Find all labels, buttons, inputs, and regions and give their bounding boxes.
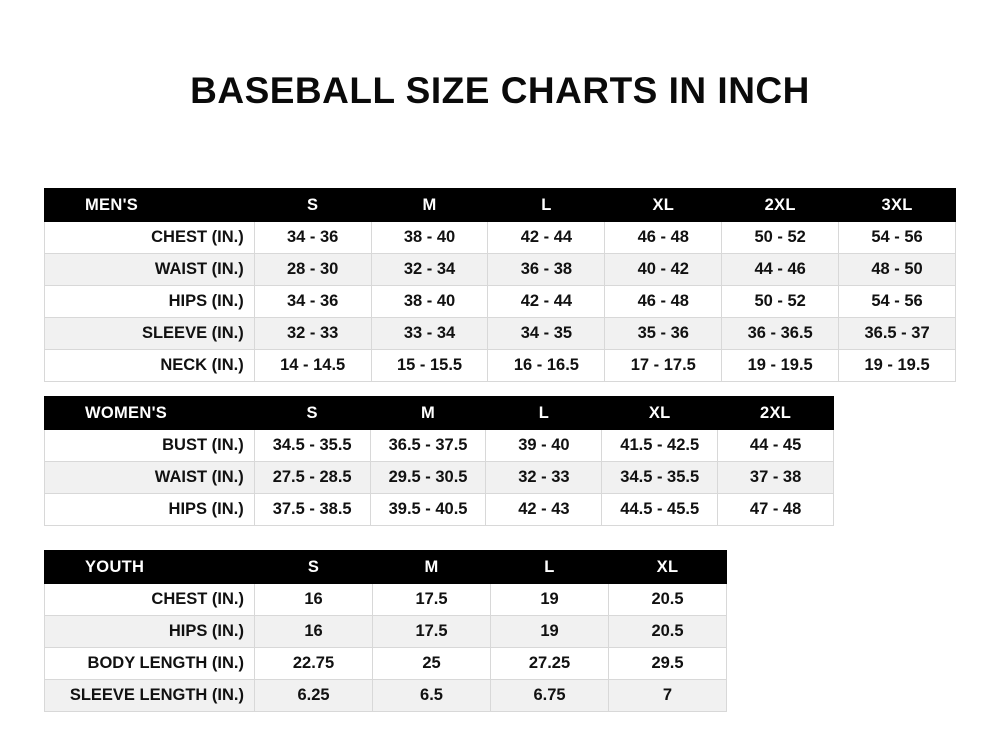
table-header-row — [45, 551, 727, 584]
cell-value: 54 - 56 — [839, 286, 956, 318]
table-header-row — [45, 189, 956, 222]
mens-size-table — [44, 188, 956, 382]
table-row — [45, 430, 834, 462]
cell-value: 20.5 — [609, 584, 727, 616]
cell-value: 37 - 38 — [718, 462, 834, 494]
table-row — [45, 680, 727, 712]
row-label: CHEST (IN.) — [45, 584, 255, 616]
cell-value: 16 - 16.5 — [488, 350, 605, 382]
mens-header-xl: XL — [605, 189, 722, 222]
table-row — [45, 350, 956, 382]
mens-header-2xl: 2XL — [722, 189, 839, 222]
youth-header-category: YOUTH — [45, 551, 255, 584]
table-row — [45, 494, 834, 526]
cell-value: 25 — [373, 648, 491, 680]
mens-table-header — [45, 189, 956, 222]
youth-table-body — [45, 584, 727, 712]
cell-value: 39.5 - 40.5 — [370, 494, 486, 526]
row-label: HIPS (IN.) — [45, 616, 255, 648]
cell-value: 36 - 36.5 — [722, 318, 839, 350]
row-label: HIPS (IN.) — [45, 286, 255, 318]
cell-value: 35 - 36 — [605, 318, 722, 350]
row-label: HIPS (IN.) — [45, 494, 255, 526]
row-label: NECK (IN.) — [45, 350, 255, 382]
youth-table-header — [45, 551, 727, 584]
cell-value: 19 - 19.5 — [722, 350, 839, 382]
cell-value: 50 - 52 — [722, 286, 839, 318]
table-row — [45, 222, 956, 254]
mens-header-category: MEN'S — [45, 189, 255, 222]
cell-value: 34.5 - 35.5 — [602, 462, 718, 494]
cell-value: 33 - 34 — [371, 318, 488, 350]
mens-header-m: M — [371, 189, 488, 222]
table-row — [45, 318, 956, 350]
cell-value: 41.5 - 42.5 — [602, 430, 718, 462]
table-row — [45, 584, 727, 616]
cell-value: 36 - 38 — [488, 254, 605, 286]
womens-header-xl: XL — [602, 397, 718, 430]
cell-value: 15 - 15.5 — [371, 350, 488, 382]
row-label: WAIST (IN.) — [45, 254, 255, 286]
cell-value: 32 - 33 — [254, 318, 371, 350]
cell-value: 34 - 35 — [488, 318, 605, 350]
cell-value: 32 - 34 — [371, 254, 488, 286]
cell-value: 7 — [609, 680, 727, 712]
cell-value: 6.75 — [491, 680, 609, 712]
cell-value: 34 - 36 — [254, 222, 371, 254]
cell-value: 16 — [255, 584, 373, 616]
cell-value: 29.5 — [609, 648, 727, 680]
table-row — [45, 462, 834, 494]
womens-header-category: WOMEN'S — [45, 397, 255, 430]
womens-table-body — [45, 430, 834, 526]
cell-value: 42 - 44 — [488, 286, 605, 318]
table-header-row — [45, 397, 834, 430]
cell-value: 36.5 - 37.5 — [370, 430, 486, 462]
cell-value: 20.5 — [609, 616, 727, 648]
womens-size-table-wrapper — [44, 396, 834, 526]
table-row — [45, 616, 727, 648]
cell-value: 44.5 - 45.5 — [602, 494, 718, 526]
row-label: BUST (IN.) — [45, 430, 255, 462]
cell-value: 50 - 52 — [722, 222, 839, 254]
page-title: BASEBALL SIZE CHARTS IN INCH — [190, 70, 810, 111]
mens-table-body — [45, 222, 956, 382]
cell-value: 42 - 44 — [488, 222, 605, 254]
cell-value: 44 - 45 — [718, 430, 834, 462]
cell-value: 38 - 40 — [371, 286, 488, 318]
cell-value: 42 - 43 — [486, 494, 602, 526]
cell-value: 6.5 — [373, 680, 491, 712]
cell-value: 22.75 — [255, 648, 373, 680]
row-label: BODY LENGTH (IN.) — [45, 648, 255, 680]
womens-header-2xl: 2XL — [718, 397, 834, 430]
table-row — [45, 254, 956, 286]
youth-size-table-wrapper — [44, 550, 727, 712]
cell-value: 37.5 - 38.5 — [254, 494, 370, 526]
cell-value: 39 - 40 — [486, 430, 602, 462]
womens-header-l: L — [486, 397, 602, 430]
mens-header-3xl: 3XL — [839, 189, 956, 222]
mens-header-s: S — [254, 189, 371, 222]
row-label: SLEEVE LENGTH (IN.) — [45, 680, 255, 712]
row-label: WAIST (IN.) — [45, 462, 255, 494]
cell-value: 44 - 46 — [722, 254, 839, 286]
cell-value: 17.5 — [373, 616, 491, 648]
womens-table-header — [45, 397, 834, 430]
youth-header-s: S — [255, 551, 373, 584]
cell-value: 19 — [491, 584, 609, 616]
cell-value: 19 - 19.5 — [839, 350, 956, 382]
cell-value: 17 - 17.5 — [605, 350, 722, 382]
table-row — [45, 286, 956, 318]
cell-value: 14 - 14.5 — [254, 350, 371, 382]
cell-value: 36.5 - 37 — [839, 318, 956, 350]
youth-header-m: M — [373, 551, 491, 584]
cell-value: 48 - 50 — [839, 254, 956, 286]
cell-value: 29.5 - 30.5 — [370, 462, 486, 494]
table-row — [45, 648, 727, 680]
cell-value: 27.5 - 28.5 — [254, 462, 370, 494]
womens-size-table — [44, 396, 834, 526]
mens-size-table-wrapper — [44, 188, 956, 382]
cell-value: 54 - 56 — [839, 222, 956, 254]
cell-value: 46 - 48 — [605, 222, 722, 254]
cell-value: 40 - 42 — [605, 254, 722, 286]
cell-value: 47 - 48 — [718, 494, 834, 526]
cell-value: 38 - 40 — [371, 222, 488, 254]
cell-value: 19 — [491, 616, 609, 648]
youth-header-xl: XL — [609, 551, 727, 584]
cell-value: 27.25 — [491, 648, 609, 680]
mens-header-l: L — [488, 189, 605, 222]
womens-header-s: S — [254, 397, 370, 430]
row-label: CHEST (IN.) — [45, 222, 255, 254]
youth-size-table — [44, 550, 727, 712]
cell-value: 46 - 48 — [605, 286, 722, 318]
cell-value: 34 - 36 — [254, 286, 371, 318]
cell-value: 6.25 — [255, 680, 373, 712]
womens-header-m: M — [370, 397, 486, 430]
cell-value: 17.5 — [373, 584, 491, 616]
cell-value: 28 - 30 — [254, 254, 371, 286]
youth-header-l: L — [491, 551, 609, 584]
cell-value: 32 - 33 — [486, 462, 602, 494]
cell-value: 34.5 - 35.5 — [254, 430, 370, 462]
row-label: SLEEVE (IN.) — [45, 318, 255, 350]
cell-value: 16 — [255, 616, 373, 648]
